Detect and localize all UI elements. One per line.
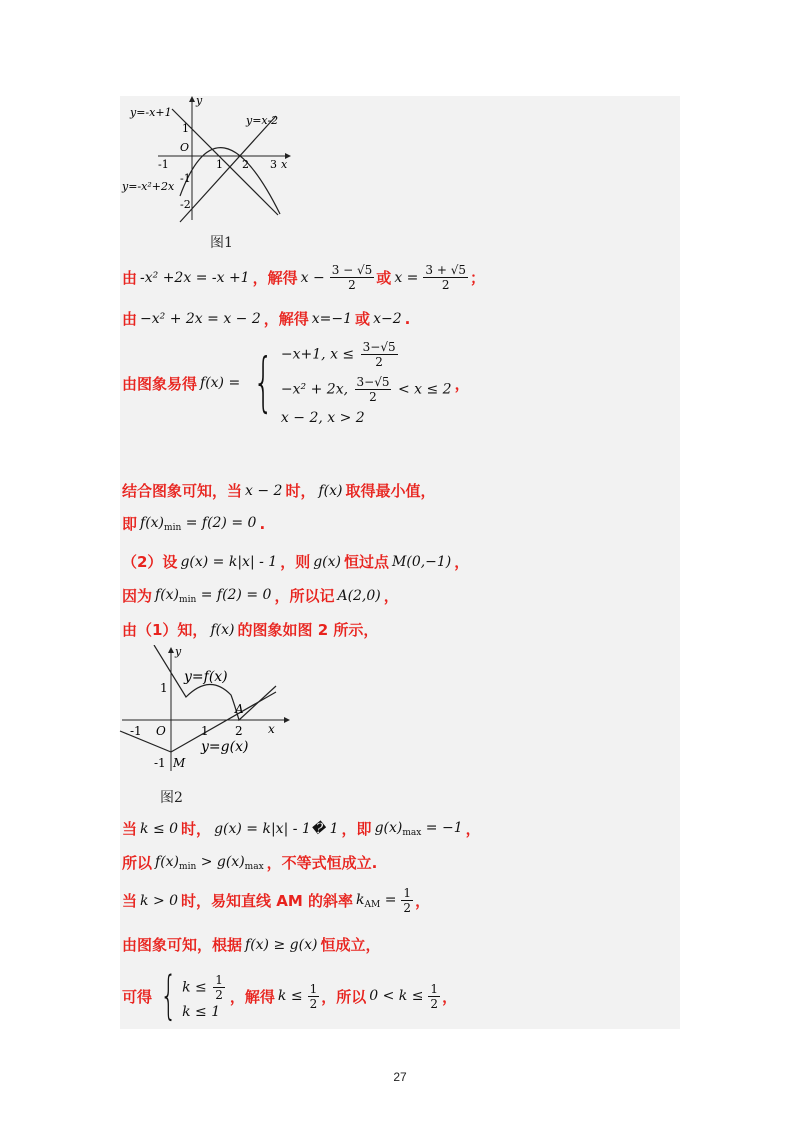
math: $f(x)_{min} > g(x)_{max}$: [155, 853, 264, 872]
text: 当: [122, 820, 138, 838]
case-2: k ≤ 1: [182, 1003, 221, 1020]
math: M(0,−1): [392, 553, 452, 570]
text: ，则: [280, 553, 311, 571]
page-number: 27: [393, 1070, 407, 1084]
fig2-tick-x: -1: [130, 724, 142, 738]
math: k > 0: [140, 892, 179, 909]
text: 所以: [122, 854, 153, 872]
line-9: [122, 818, 481, 839]
fig2-axis-y: y: [175, 645, 182, 658]
text: ，解得: [229, 987, 275, 1006]
text: 因为: [122, 587, 153, 605]
math: x−2: [373, 310, 402, 327]
text: .: [259, 514, 266, 533]
fraction: $\frac{1}{2}$: [403, 886, 412, 915]
fig1-tick-x: 2: [242, 158, 249, 171]
fig2-point-m: M: [173, 756, 186, 770]
brace-icon: {: [253, 346, 274, 420]
math: k ≤: [277, 988, 303, 1004]
fig2-tick-y: -1: [154, 756, 166, 770]
math: $f(x)_{min} = f(2) = 0$: [140, 514, 257, 533]
text: 恒成立，: [320, 936, 381, 954]
fig2-label-g: y=g(x): [201, 739, 249, 755]
math: −x² + 2x = x − 2: [140, 310, 261, 327]
fig1-label-parabola: y=-x²+2x: [122, 180, 175, 193]
fraction: $\frac{1}{2}$: [309, 981, 318, 1011]
fig1-tick-x: 1: [216, 158, 223, 171]
text: ，不等式恒成立.: [266, 854, 378, 872]
fig2-tick-x: 1: [201, 724, 209, 738]
fig1-tick-y: 1: [182, 122, 189, 135]
text: 由图象易得: [122, 374, 198, 393]
math: f(x): [210, 621, 235, 638]
text: ，: [454, 374, 470, 393]
math: -x² +2x = -x +1: [140, 269, 250, 286]
text: 由图象可知，根据: [122, 936, 243, 954]
text: ，即: [341, 820, 372, 838]
text: ，解得: [252, 269, 298, 287]
math: x − 2: [245, 482, 283, 499]
fig2-label-f: y=f(x): [184, 669, 228, 685]
text: 取得最小值，: [345, 482, 436, 500]
fig2-axis-x: x: [268, 722, 275, 736]
math: g(x) = k|x| - 1� 1: [214, 820, 339, 837]
fig1-tick-y: -2: [180, 198, 191, 211]
fig1-tick-x: 3: [270, 158, 277, 171]
fig2-origin: O: [156, 724, 166, 738]
figure1-graph: [120, 96, 295, 226]
case-2: −x² + 2x, $\frac{3-√5}{2}$ < x ≤ 2: [280, 375, 452, 404]
text: ，所以: [321, 987, 367, 1006]
brace-icon: {: [160, 966, 177, 1026]
text: 时，: [181, 820, 212, 838]
math: $g(x)_{max} = -1$: [374, 819, 463, 838]
math: $f(x)_{min} = f(2) = 0$: [155, 586, 272, 605]
text: ，: [454, 553, 470, 571]
math: 0 < k ≤: [369, 988, 424, 1004]
line-5: [122, 513, 265, 534]
fig1-origin: O: [180, 141, 190, 154]
text: 恒过点: [344, 553, 390, 571]
line-1: [122, 263, 485, 292]
text: 由: [122, 310, 138, 328]
text: .: [404, 309, 411, 328]
fig1-label-line1: y=-x+1: [130, 106, 172, 119]
text: 时，易知直线 AM 的斜率: [181, 892, 354, 910]
fig1-axis-y: y: [196, 96, 203, 107]
case-1: −x+1, x ≤ $\frac{3-√5}{2}$: [280, 340, 396, 369]
math: g(x) = k|x| - 1: [180, 553, 278, 570]
text: 由: [122, 269, 138, 287]
text: ，: [415, 892, 431, 910]
line-6: [122, 551, 469, 572]
fig1-tick-y: -1: [180, 172, 191, 185]
text: （2）设: [122, 553, 178, 571]
text: ，: [383, 587, 399, 605]
text: ，: [442, 987, 458, 1006]
fraction: $\frac{3 + √5}{2}$: [425, 263, 466, 292]
text: 可得: [122, 987, 153, 1006]
case-1: k ≤ $\frac{1}{2}$: [182, 972, 223, 1002]
fraction: $\frac{3 - √5}{2}$: [331, 263, 373, 292]
text: ，所以记: [274, 587, 335, 605]
fig1-label-line2: y=x-2: [246, 114, 279, 127]
fig2-tick-y: 1: [160, 681, 168, 695]
piecewise-definition: [243, 340, 454, 426]
fig1-tick-x: -1: [158, 158, 169, 171]
text: 或: [355, 310, 371, 328]
math: x=−1: [311, 310, 353, 327]
math: f(x) ≥ g(x): [245, 936, 318, 953]
text: 或: [376, 269, 392, 287]
line-10: [122, 852, 377, 873]
text: 当: [122, 892, 138, 910]
text: 时，: [285, 482, 316, 500]
system-of-inequalities: [152, 966, 230, 1026]
case-3: x − 2, x > 2: [280, 410, 365, 426]
line-2: [122, 308, 410, 329]
text: 的图象如图 2 所示，: [237, 621, 379, 639]
fig2-point-a: A: [235, 702, 244, 716]
text: ，解得: [263, 310, 309, 328]
math: x =: [394, 269, 419, 286]
math: f(x): [318, 482, 343, 499]
line-11: [122, 886, 430, 915]
figure2-caption: 图2: [160, 790, 183, 806]
line-3: [122, 340, 470, 426]
fig2-tick-x: 2: [235, 724, 243, 738]
math: g(x): [313, 553, 341, 570]
text: 由（1）知，: [122, 621, 208, 639]
figure2-graph: [118, 645, 293, 775]
line-13: [122, 966, 458, 1026]
text: ，: [465, 820, 481, 838]
text: 即: [122, 515, 138, 533]
line-8: [122, 619, 378, 640]
text: ；: [470, 269, 486, 287]
math: A(2,0): [337, 587, 381, 604]
line-12: [122, 934, 380, 955]
math: x −: [300, 269, 325, 286]
line-4: [122, 480, 436, 501]
figure1-caption: 图1: [210, 235, 233, 251]
math: f(x) =: [200, 375, 241, 391]
fraction: $\frac{1}{2}$: [430, 981, 439, 1011]
line-7: [122, 585, 399, 606]
fig1-axis-x: x: [281, 158, 288, 171]
math: $k_{AM}$ =: [356, 891, 397, 910]
text: 结合图象可知，当: [122, 482, 243, 500]
math: k ≤ 0: [140, 820, 179, 837]
